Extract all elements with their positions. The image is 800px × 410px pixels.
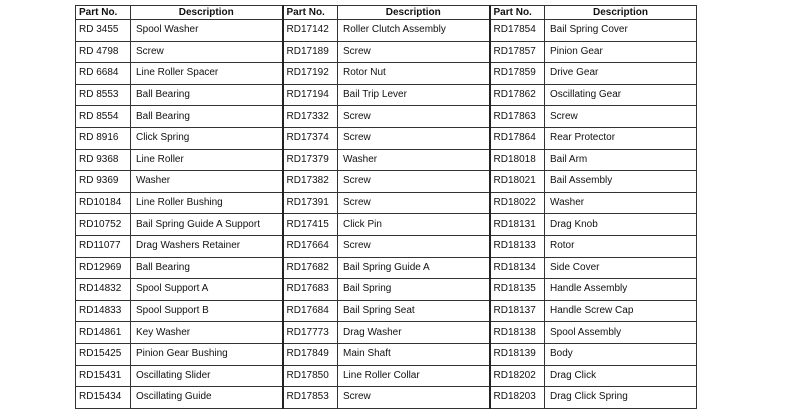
description-cell: Spool Support A bbox=[131, 279, 283, 301]
description-cell: Screw bbox=[338, 387, 490, 409]
description-cell: Washer bbox=[545, 192, 697, 214]
description-cell: Screw bbox=[338, 106, 490, 128]
part-number-cell: RD17382 bbox=[283, 171, 338, 193]
part-number-cell: RD 3455 bbox=[76, 20, 131, 42]
description-cell: Screw bbox=[338, 171, 490, 193]
description-cell: Oscillating Gear bbox=[545, 84, 697, 106]
part-number-cell: RD15434 bbox=[76, 387, 131, 409]
part-number-cell: RD 4798 bbox=[76, 41, 131, 63]
table-row bbox=[76, 20, 697, 42]
part-number-cell: RD18133 bbox=[490, 235, 545, 257]
description-cell: Handle Assembly bbox=[545, 279, 697, 301]
part-number-cell: RD18139 bbox=[490, 343, 545, 365]
part-no-header: Part No. bbox=[283, 6, 338, 20]
part-number-cell: RD18131 bbox=[490, 214, 545, 236]
description-cell: Screw bbox=[131, 41, 283, 63]
part-number-cell: RD17683 bbox=[283, 279, 338, 301]
description-cell: Line Roller Bushing bbox=[131, 192, 283, 214]
description-cell: Screw bbox=[338, 192, 490, 214]
part-number-cell: RD 8553 bbox=[76, 84, 131, 106]
table-row bbox=[76, 365, 697, 387]
part-no-header: Part No. bbox=[76, 6, 131, 20]
part-number-cell: RD18021 bbox=[490, 171, 545, 193]
description-cell: Bail Arm bbox=[545, 149, 697, 171]
description-cell: Bail Spring Guide A bbox=[338, 257, 490, 279]
part-number-cell: RD14833 bbox=[76, 300, 131, 322]
description-cell: Drag Knob bbox=[545, 214, 697, 236]
description-cell: Body bbox=[545, 343, 697, 365]
description-cell: Spool Support B bbox=[131, 300, 283, 322]
description-cell: Bail Spring Seat bbox=[338, 300, 490, 322]
table-row bbox=[76, 235, 697, 257]
description-cell: Bail Spring Guide A Support bbox=[131, 214, 283, 236]
table-row bbox=[76, 63, 697, 85]
description-cell: Line Roller Spacer bbox=[131, 63, 283, 85]
part-no-header: Part No. bbox=[490, 6, 545, 20]
description-cell: Washer bbox=[131, 171, 283, 193]
description-cell: Roller Clutch Assembly bbox=[338, 20, 490, 42]
part-number-cell: RD14861 bbox=[76, 322, 131, 344]
part-number-cell: RD18203 bbox=[490, 387, 545, 409]
part-number-cell: RD10752 bbox=[76, 214, 131, 236]
part-number-cell: RD18137 bbox=[490, 300, 545, 322]
table-row bbox=[76, 127, 697, 149]
part-number-cell: RD15431 bbox=[76, 365, 131, 387]
table-row bbox=[76, 257, 697, 279]
part-number-cell: RD17379 bbox=[283, 149, 338, 171]
part-number-cell: RD17189 bbox=[283, 41, 338, 63]
description-cell: Spool Washer bbox=[131, 20, 283, 42]
part-number-cell: RD17391 bbox=[283, 192, 338, 214]
description-cell: Handle Screw Cap bbox=[545, 300, 697, 322]
table-row bbox=[76, 41, 697, 63]
part-number-cell: RD17864 bbox=[490, 127, 545, 149]
description-cell: Line Roller bbox=[131, 149, 283, 171]
description-cell: Line Roller Collar bbox=[338, 365, 490, 387]
part-number-cell: RD17374 bbox=[283, 127, 338, 149]
description-cell: Click Pin bbox=[338, 214, 490, 236]
description-cell: Bail Assembly bbox=[545, 171, 697, 193]
part-number-cell: RD17854 bbox=[490, 20, 545, 42]
part-number-cell: RD10184 bbox=[76, 192, 131, 214]
description-cell: Rear Protector bbox=[545, 127, 697, 149]
part-number-cell: RD 8916 bbox=[76, 127, 131, 149]
part-number-cell: RD11077 bbox=[76, 235, 131, 257]
description-cell: Washer bbox=[338, 149, 490, 171]
part-number-cell: RD17850 bbox=[283, 365, 338, 387]
part-number-cell: RD17684 bbox=[283, 300, 338, 322]
part-number-cell: RD17859 bbox=[490, 63, 545, 85]
part-number-cell: RD17332 bbox=[283, 106, 338, 128]
description-cell: Drive Gear bbox=[545, 63, 697, 85]
description-cell: Drag Click bbox=[545, 365, 697, 387]
description-cell: Oscillating Slider bbox=[131, 365, 283, 387]
part-number-cell: RD 9369 bbox=[76, 171, 131, 193]
part-number-cell: RD18135 bbox=[490, 279, 545, 301]
description-cell: Drag Washer bbox=[338, 322, 490, 344]
part-number-cell: RD14832 bbox=[76, 279, 131, 301]
part-number-cell: RD17664 bbox=[283, 235, 338, 257]
description-cell: Screw bbox=[338, 127, 490, 149]
part-number-cell: RD17194 bbox=[283, 84, 338, 106]
part-number-cell: RD17415 bbox=[283, 214, 338, 236]
table-row bbox=[76, 171, 697, 193]
part-number-cell: RD12969 bbox=[76, 257, 131, 279]
part-number-cell: RD17857 bbox=[490, 41, 545, 63]
description-cell: Pinion Gear bbox=[545, 41, 697, 63]
description-cell: Drag Click Spring bbox=[545, 387, 697, 409]
part-number-cell: RD18202 bbox=[490, 365, 545, 387]
description-cell: Pinion Gear Bushing bbox=[131, 343, 283, 365]
description-cell: Side Cover bbox=[545, 257, 697, 279]
description-header: Description bbox=[545, 6, 697, 20]
part-number-cell: RD 6684 bbox=[76, 63, 131, 85]
description-cell: Screw bbox=[338, 41, 490, 63]
part-number-cell: RD17853 bbox=[283, 387, 338, 409]
description-cell: Spool Assembly bbox=[545, 322, 697, 344]
description-cell: Bail Spring bbox=[338, 279, 490, 301]
description-cell: Bail Trip Lever bbox=[338, 84, 490, 106]
part-number-cell: RD 8554 bbox=[76, 106, 131, 128]
table-row bbox=[76, 106, 697, 128]
description-cell: Rotor Nut bbox=[338, 63, 490, 85]
description-cell: Main Shaft bbox=[338, 343, 490, 365]
part-number-cell: RD15425 bbox=[76, 343, 131, 365]
part-number-cell: RD17862 bbox=[490, 84, 545, 106]
table-row bbox=[76, 343, 697, 365]
table-row bbox=[76, 192, 697, 214]
header-row bbox=[76, 6, 697, 20]
table-row bbox=[76, 322, 697, 344]
description-cell: Ball Bearing bbox=[131, 106, 283, 128]
description-cell: Ball Bearing bbox=[131, 84, 283, 106]
description-cell: Key Washer bbox=[131, 322, 283, 344]
table-row bbox=[76, 300, 697, 322]
part-number-cell: RD18134 bbox=[490, 257, 545, 279]
description-cell: Screw bbox=[545, 106, 697, 128]
description-header: Description bbox=[131, 6, 283, 20]
part-number-cell: RD17682 bbox=[283, 257, 338, 279]
part-number-cell: RD18022 bbox=[490, 192, 545, 214]
parts-table bbox=[75, 5, 697, 409]
part-number-cell: RD17863 bbox=[490, 106, 545, 128]
part-number-cell: RD 9368 bbox=[76, 149, 131, 171]
description-cell: Oscillating Guide bbox=[131, 387, 283, 409]
description-cell: Drag Washers Retainer bbox=[131, 235, 283, 257]
table-row bbox=[76, 149, 697, 171]
part-number-cell: RD17849 bbox=[283, 343, 338, 365]
part-number-cell: RD18018 bbox=[490, 149, 545, 171]
description-cell: Screw bbox=[338, 235, 490, 257]
table-row bbox=[76, 84, 697, 106]
part-number-cell: RD17192 bbox=[283, 63, 338, 85]
part-number-cell: RD17773 bbox=[283, 322, 338, 344]
parts-list bbox=[75, 5, 697, 409]
description-cell: Bail Spring Cover bbox=[545, 20, 697, 42]
table-row bbox=[76, 279, 697, 301]
part-number-cell: RD18138 bbox=[490, 322, 545, 344]
description-cell: Rotor bbox=[545, 235, 697, 257]
description-header: Description bbox=[338, 6, 490, 20]
description-cell: Ball Bearing bbox=[131, 257, 283, 279]
part-number-cell: RD17142 bbox=[283, 20, 338, 42]
description-cell: Click Spring bbox=[131, 127, 283, 149]
table-row bbox=[76, 387, 697, 409]
table-row bbox=[76, 214, 697, 236]
